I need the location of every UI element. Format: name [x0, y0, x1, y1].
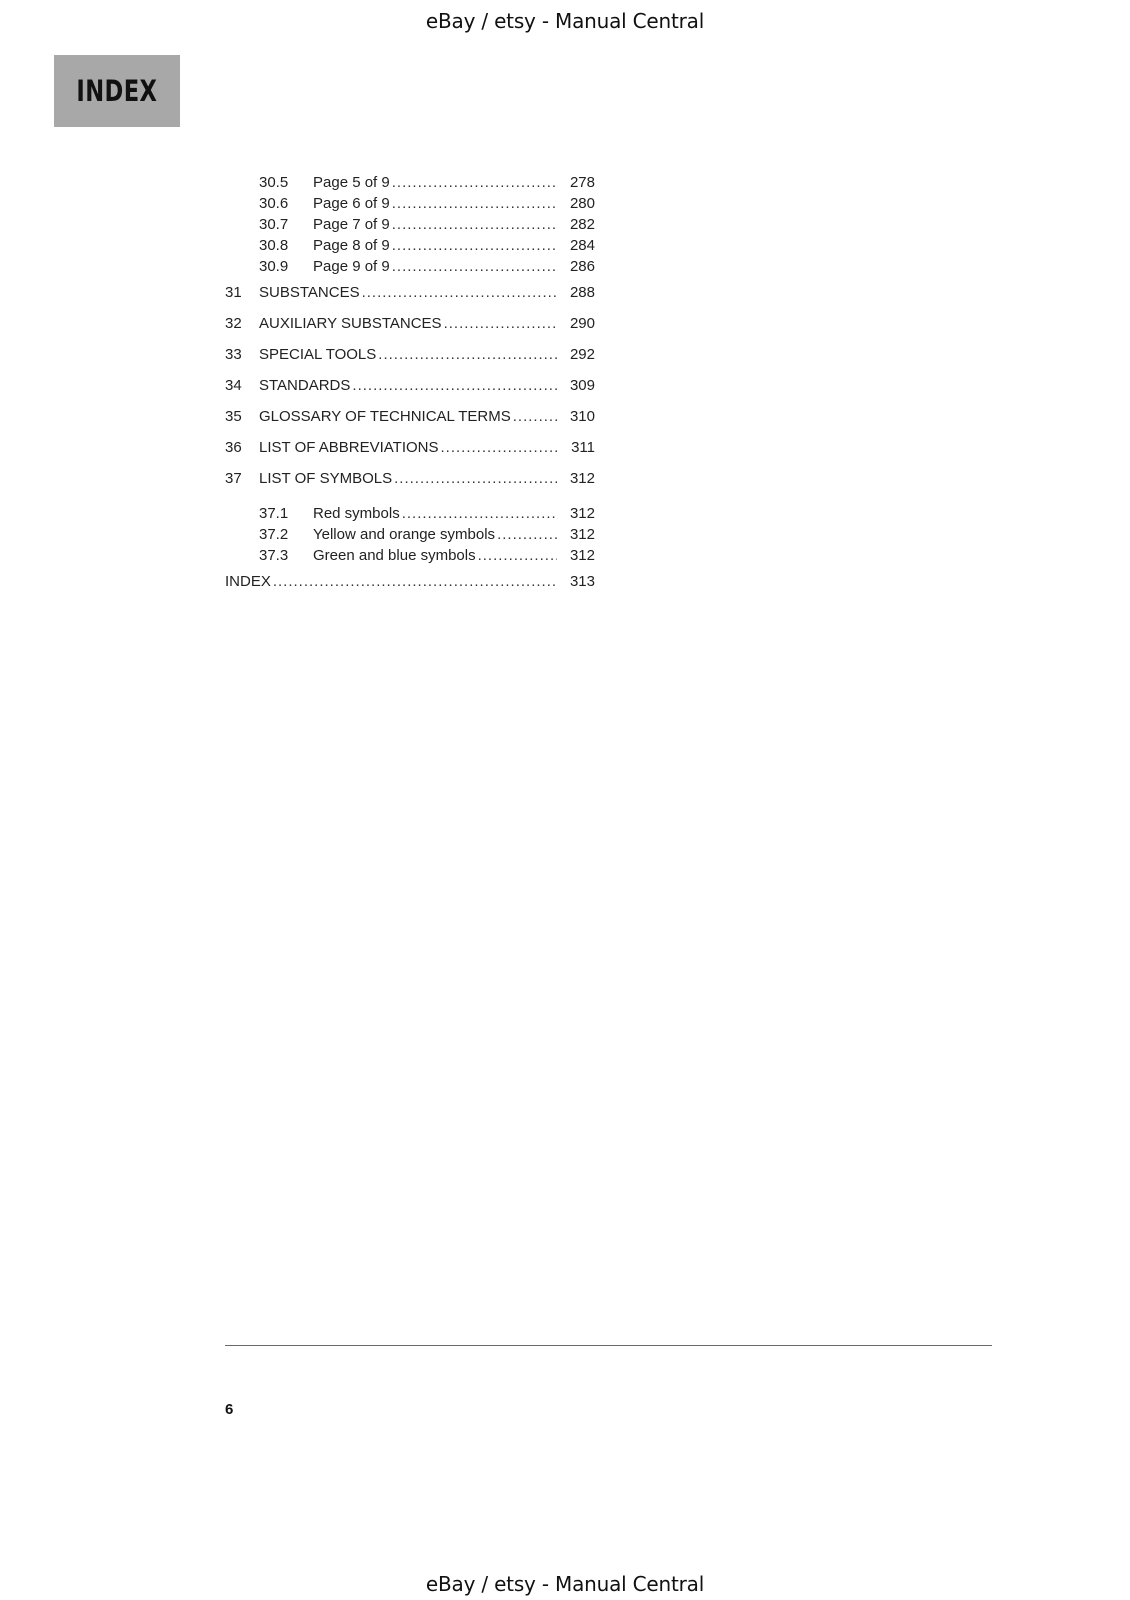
toc-chapter[interactable]	[225, 339, 595, 370]
toc-entry[interactable]	[225, 193, 595, 214]
toc-entry[interactable]	[225, 256, 595, 277]
toc-entry-title: INDEX	[225, 573, 271, 590]
toc-entry-title: LIST OF SYMBOLS	[259, 470, 393, 487]
toc-entry-title: SUBSTANCES	[259, 284, 360, 301]
toc-entry-number: 30.6	[259, 195, 289, 212]
toc-chapter[interactable]	[225, 463, 595, 494]
toc-entry-number: 37	[225, 470, 242, 487]
toc-chapter[interactable]	[225, 432, 595, 463]
toc-entry-number: 34	[225, 377, 242, 394]
dot-leader	[392, 256, 557, 277]
dot-leader	[478, 545, 557, 566]
dot-leader	[392, 193, 557, 214]
toc-entry-title: Yellow and orange symbols	[313, 526, 496, 543]
toc-entry-number: 32	[225, 315, 242, 332]
toc-entry-page: 288	[569, 284, 595, 301]
toc-entry[interactable]	[225, 524, 595, 545]
toc-entry-title: AUXILIARY SUBSTANCES	[259, 315, 442, 332]
toc-entry-title: Green and blue symbols	[313, 547, 476, 564]
toc-entry-page: 278	[569, 174, 595, 191]
toc-entry[interactable]	[225, 235, 595, 256]
toc-entry-title: Red symbols	[313, 505, 400, 522]
toc-entry-title: GLOSSARY OF TECHNICAL TERMS	[259, 408, 511, 425]
toc-entry-page: 311	[571, 439, 595, 456]
toc-entry-number: 30.7	[259, 216, 289, 233]
toc-entry-number: 37.1	[259, 505, 289, 522]
toc-entry-page: 312	[569, 547, 595, 564]
toc-entry-title: Page 9 of 9	[313, 258, 390, 275]
toc-entry-title: STANDARDS	[259, 377, 351, 394]
toc-entry-title: LIST OF ABBREVIATIONS	[259, 439, 439, 456]
dot-leader	[352, 370, 557, 401]
dot-leader	[402, 503, 557, 524]
toc-entry-title: SPECIAL TOOLS	[259, 346, 377, 363]
dot-leader	[392, 235, 557, 256]
watermark-header: eBay / etsy - Manual Central	[425, 9, 705, 33]
toc-entry-number: 37.2	[259, 526, 289, 543]
toc-entry-page: 309	[569, 377, 595, 394]
toc-entry[interactable]	[225, 214, 595, 235]
dot-leader	[362, 277, 557, 308]
toc-entry-page: 280	[569, 195, 595, 212]
table-of-contents	[225, 172, 595, 597]
toc-entry-page: 312	[569, 526, 595, 543]
dot-leader	[441, 432, 558, 463]
toc-entry-page: 292	[569, 346, 595, 363]
toc-entry-number: 36	[225, 439, 242, 456]
toc-entry-page: 286	[569, 258, 595, 275]
dot-leader	[392, 214, 557, 235]
toc-entry[interactable]	[225, 545, 595, 566]
spacer	[225, 494, 595, 503]
dot-leader	[392, 172, 557, 193]
watermark-footer: eBay / etsy - Manual Central	[425, 1572, 705, 1596]
toc-entry-page: 310	[569, 408, 595, 425]
toc-entry-number: 30.8	[259, 237, 289, 254]
page-number: 6	[225, 1401, 234, 1418]
toc-entry-title: Page 7 of 9	[313, 216, 390, 233]
toc-entry-title: Page 6 of 9	[313, 195, 390, 212]
toc-entry-number: 35	[225, 408, 242, 425]
toc-entry-title: Page 8 of 9	[313, 237, 390, 254]
toc-entry-page: 312	[569, 505, 595, 522]
toc-entry[interactable]	[225, 503, 595, 524]
toc-entry-number: 30.9	[259, 258, 289, 275]
toc-chapter[interactable]	[225, 401, 595, 432]
dot-leader	[513, 401, 557, 432]
toc-entry-page: 312	[569, 470, 595, 487]
toc-entry-page: 313	[569, 573, 595, 590]
toc-chapter[interactable]	[225, 277, 595, 308]
toc-entry-title: Page 5 of 9	[313, 174, 390, 191]
toc-chapter[interactable]	[225, 370, 595, 401]
toc-entry-number: 33	[225, 346, 242, 363]
dot-leader	[273, 566, 557, 597]
toc-index-entry[interactable]	[225, 566, 595, 597]
toc-entry-page: 290	[569, 315, 595, 332]
dot-leader	[444, 308, 557, 339]
toc-entry-number: 31	[225, 284, 242, 301]
dot-leader	[497, 524, 557, 545]
section-tab	[54, 55, 180, 127]
toc-entry[interactable]	[225, 172, 595, 193]
toc-chapter[interactable]	[225, 308, 595, 339]
toc-entry-number: 37.3	[259, 547, 289, 564]
footer-rule	[225, 1345, 992, 1346]
dot-leader	[394, 463, 557, 494]
toc-entry-number: 30.5	[259, 174, 289, 191]
dot-leader	[378, 339, 557, 370]
toc-entry-page: 282	[569, 216, 595, 233]
section-tab-label: INDEX	[76, 74, 158, 108]
toc-entry-page: 284	[569, 237, 595, 254]
